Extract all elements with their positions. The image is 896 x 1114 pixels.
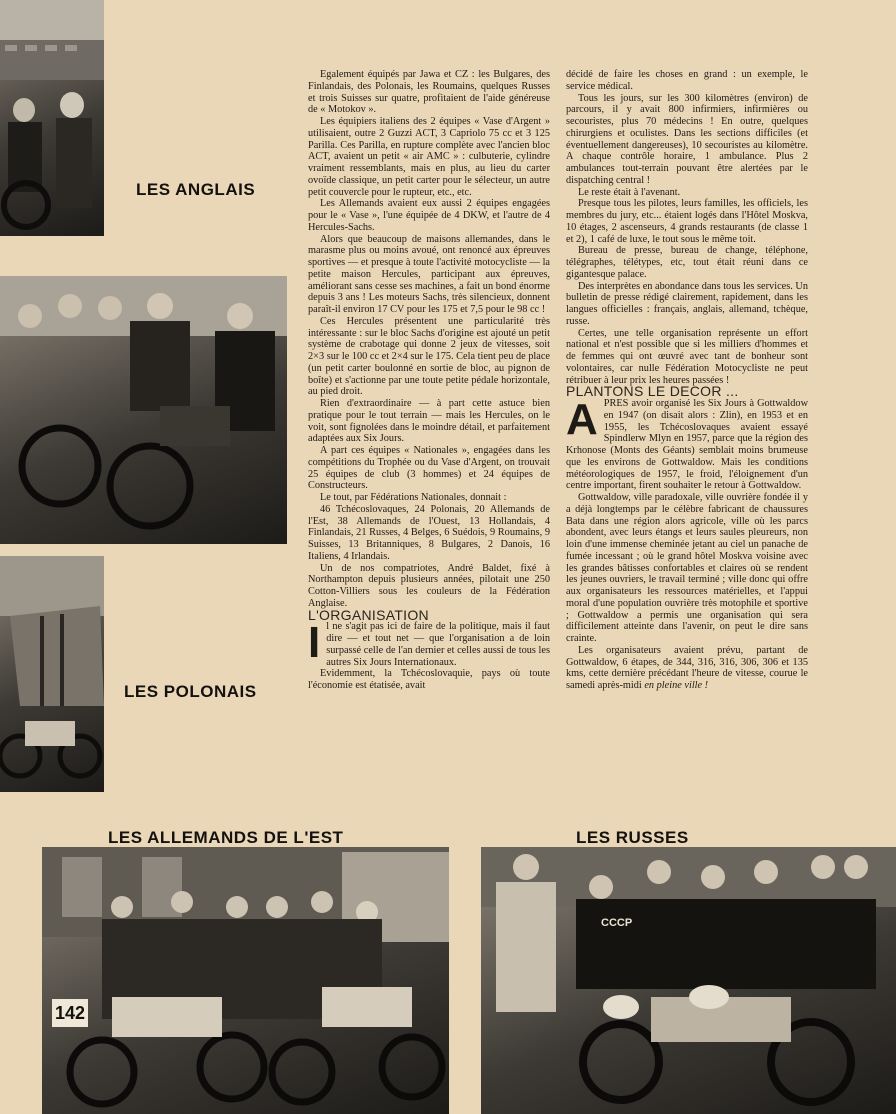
paragraph: Le tout, par Fédérations Nationales, donnait : <box>320 492 507 503</box>
drop-cap: A <box>566 395 598 444</box>
paragraph: Presque tous les pilotes, leurs familles, les officiels, les membres du jury, etc... étaient logés dans l'Hôtel Moskva, 10 étages, 2 ascenseurs, 4 grands restaurants (de classe 1 et 2), 1 café de luxe, le tout sous le même toit. <box>566 198 808 245</box>
paragraph-text: l ne s'agit pas ici de faire de la politique, mais il faut dire — et tout net — que l'organisation a de loin surpassé celle de l'an dernier et celles aussi de tous les autres Six Jours Internationaux. <box>326 621 550 668</box>
caption-les-allemands-de-l-est: LES ALLEMANDS DE L'EST <box>108 828 344 847</box>
photo-les-allemands-de-l-est <box>42 847 449 1114</box>
section-heading-plantons-le-decor: PLANTONS LE DECOR ... <box>566 383 739 400</box>
paragraph: Les Allemands avaient eux aussi 2 équipes engagées pour le « Vase », l'une équipée de 4 DKW, et l'autre de 4 Hercules-Sachs. <box>308 198 550 233</box>
emphasis-text: en pleine ville ! <box>644 680 709 691</box>
paragraph: Ces Hercules présentent une particularité très intéressante : sur le bloc Sachs d'origine est ajouté un petit système de crabotage qui donne 2 jeux de vitesses, soit 2×3 sur le 100 cc et 2×4 sur le 175. Cela tient peu de place (un petit carter boulonné en sortie de bloc, au pignon de boîte) et s'actionne par une toute petite pédale horizontale, au pied droit. <box>308 315 550 398</box>
paragraph: Les équipiers italiens des 2 équipes « Vase d'Argent » utilisaient, outre 2 Guzzi ACT, 3 Capriolo 75 cc et 3 125 Parilla. Ces Parilla, en rupture complète avec l'ancien bloc ACT, avaient un petit « air AMC » : culbuterie, cylindre vraiment ressemblants, mais en plus, au lieu du carter ovoïde classique, un petit carter pour le sélecteur, un autre petit couvercle pour le rupteur, etc., etc. <box>308 116 550 198</box>
race-number-plate: 142 <box>54 1003 86 1023</box>
section-heading-organisation: L'ORGANISATION <box>308 606 429 623</box>
paragraph-with-drop-cap <box>308 618 550 668</box>
paragraph: Rien d'extraordinaire — à part cette astuce bien pratique pour le tout terrain — mais les Hercules, on le voit, sont fignolées dans le moindre détail, et parfaitement adaptées aux Six Jours. <box>308 398 550 445</box>
photo-les-anglais <box>0 0 104 236</box>
paragraph: 46 Tchécoslovaques, 24 Polonais, 20 Allemands de l'Est, 38 Allemands de l'Ouest, 13 Hollandais, 4 Finlandais, 21 Russes, 4 Belges, 6 Suédois, 9 Roumains, 9 Suisses, 13 Britanniques, 8 Bulgares, 2 Danois, 16 Italiens, 4 Irlandais. <box>308 503 550 562</box>
paragraph <box>566 645 808 692</box>
photo-les-polonais <box>0 556 104 792</box>
paragraph: Des interprètes en abondance dans tous les services. Un bulletin de presse rédigé clairement, rapidement, dans les langues officielles : français, anglais, allemand, tchèque, russe. <box>566 280 808 327</box>
jersey-lettering: CCCP <box>601 917 633 929</box>
paragraph: Tous les jours, sur les 300 kilomètres (environ) de parcours, il y avait 800 infirmiers, infirmières ou secouristes, plus 70 médecins ! En outre, quelques chirurgiens et oculistes. Dans les sections difficiles (et éventuellement dangereuses), 10 secouristes au kilomètre. A chaque contrôle horaire, 1 ambulance. Plus 2 ambulances tout-terrain pouvant être alertées par le dispatching central ! <box>566 92 808 186</box>
paragraph: Alors que beaucoup de maisons allemandes, dans le marasme plus ou moins avoué, ont renoncé aux épreuves sportives — et presque à toute l'activité motocycliste — la petite maison Hercules, participant aux épreuves, améliorant sans cesse ses machines, a fait un bond énorme depuis 3 ans ! Les moteurs Sachs, très silencieux, donnent paraît-il environ 17 CV pour les 175 et 7,5 pour le 98 cc ! <box>308 233 550 315</box>
article-column-2 <box>566 69 808 813</box>
paragraph: A part ces équipes « Nationales », engagées dans les compétitions du Trophée ou du Vase d'Argent, on trouvait 25 équipes de club (3 hommes) et 24 équipes de Constructeurs. <box>308 445 550 492</box>
article-column-1 <box>308 69 550 789</box>
caption-les-russes: LES RUSSES <box>576 828 689 847</box>
paragraph: Bureau de presse, bureau de change, téléphone, télégraphes, télétypes, etc, tout était réuni dans ce gigantesque palace. <box>566 245 808 280</box>
paragraph: Egalement équipés par Jawa et CZ : les Bulgares, des Finlandais, des Polonais, les Roumains, quelques Russes et trois Suisses sur quatre, profitaient de l'aide généreuse de « Motokov ». <box>308 69 550 116</box>
caption-les-polonais: LES POLONAIS <box>124 682 257 701</box>
paragraph: Gottwaldow, ville paradoxale, ville ouvrière fondée il y a déjà longtemps par le célèbre fabricant de chaussures Bata dans une région alors agricole, ville où les parcs abondent, avec leurs étangs et leurs saules pleureurs, non loin d'une immense cheminée jetant au ciel un panache de fumée incessant ; où le grand hôtel Moskva voisine avec les grandes bâtisses confortables et claires où se rendent les jeunes ouvriers, le travail terminé ; ville donc qui offre aux organisateurs les ressources matérielles, et l'appui moral d'une population ouvrière très motophile et sportive ; Gottwaldow a permis une organisation qui sera difficilement atteinte dans l'avenir, on peut le dire sans crainte. <box>566 492 808 644</box>
paragraph-with-drop-cap <box>566 395 808 492</box>
drop-cap: I <box>308 618 321 668</box>
paragraph-text: PRES avoir organisé les Six Jours à Gottwaldow en 1947 (on disait alors : Zlin), en 1953 et en 1955, les Tchécoslovaques avaient essayé Spindlerw Mlyn en 1957, parce que la région des Krhonose (Monts des Géants) semblait moins brumeuse que les environs de Gottwaldow. Mais les conditions météorologiques de 1957, le froid, l'éloignement d'un centre important, firent souhaiter le retour à Gottwaldow. <box>566 398 808 492</box>
caption-les-anglais: LES ANGLAIS <box>136 180 256 199</box>
paragraph: Certes, une telle organisation représente un effort national et n'est possible que si les milliers d'hommes et de femmes qui ont œuvré avec tant de bonheur sont volontaires, car nulle Fédération Motocycliste ne peut rétribuer à leur prix les heures passées ! <box>566 327 808 386</box>
paragraph: décidé de faire les choses en grand : un exemple, le service médical. <box>566 69 808 92</box>
paragraph: Le reste était à l'avenant. <box>578 186 681 198</box>
paragraph-text: Les organisateurs avaient prévu, partant de Gottwaldow, 6 étapes, de 344, 316, 316, 306, 306 et 135 kms, cette dernière précédant l'heure de vitesse, courue le samedi après-midi <box>566 644 808 691</box>
paragraph: Un de nos compatriotes, André Baldet, fixé à Northampton depuis plusieurs années, pilotait une 250 Cotton-Villiers sous les couleurs de la Fédération Anglaise. <box>308 562 550 609</box>
photo-les-russes <box>481 847 896 1114</box>
paragraph: Evidemment, la Tchécoslovaquie, pays où toute l'économie est étatisée, avait <box>308 668 550 691</box>
photo-hercules-riders <box>0 276 287 544</box>
